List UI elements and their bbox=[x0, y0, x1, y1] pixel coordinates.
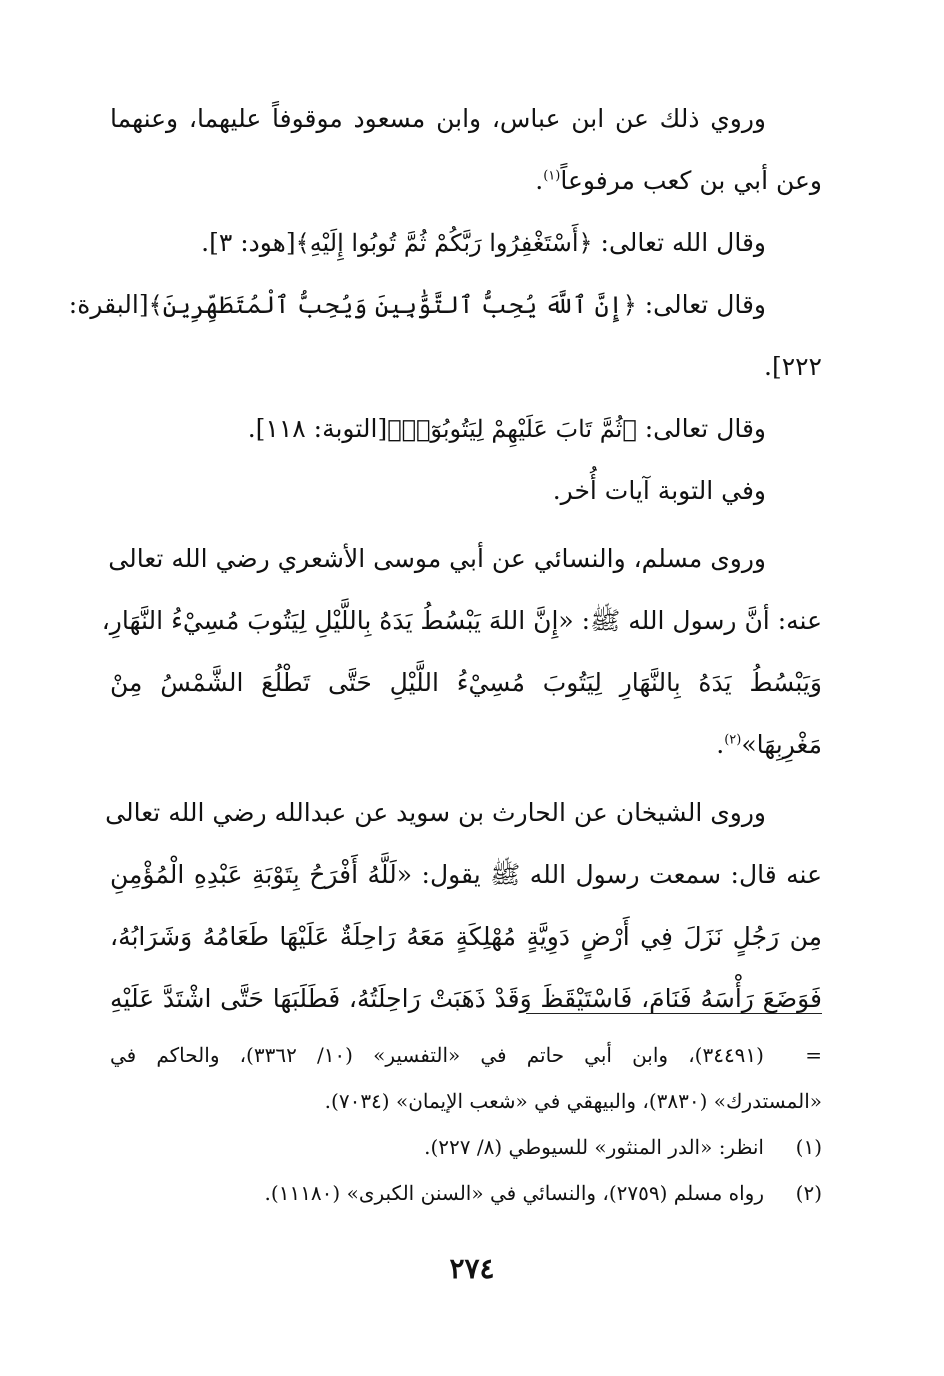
paragraph-3-line-4 bbox=[110, 714, 822, 776]
paragraph-4-line-3: مِن رَجُلٍ نَزَلَ فِي أَرْضٍ دَوِيَّةٍ مُهْلِكَةٍ مَعَهُ رَاحِلَةٌ عَلَيْهَا طَعَامُهُ وَشَرَابُهُ، bbox=[110, 922, 822, 951]
verse-3-ref: [التوبة: ١١٨]. bbox=[247, 414, 388, 443]
paragraph-2: وفي التوبة آيات أُخر. bbox=[552, 476, 766, 505]
footnote-continuation-line-1 bbox=[110, 1032, 822, 1078]
paragraph-3-line-4-text: مَغْرِبِهَا» bbox=[741, 730, 822, 759]
page-number: ٢٧٤ bbox=[449, 1252, 495, 1285]
footnote-1 bbox=[110, 1124, 822, 1170]
footnote-continuation-line-2: «المستدرك» (٣٨٣٠)، والبيهقي في «شعب الإيمان» (٧٠٣٤). bbox=[324, 1089, 822, 1113]
paragraph-1-line-2-end: . bbox=[535, 166, 544, 195]
verse-3-line bbox=[110, 398, 822, 460]
paragraph-1-line-1: وروي ذلك عن ابن عباس، وابن مسعود موقوفاً عليهما، وعنهما bbox=[110, 104, 766, 133]
footnote-continuation-text-1: (٣٤٤٩١)، وابن أبي حاتم في «التفسير» (١٠/ ٣٣٦٢)، والحاكم في bbox=[110, 1043, 764, 1067]
verse-1-ref: [هود: ٣]. bbox=[201, 228, 296, 257]
paragraph-3-line-2: عنه: أنَّ رسول الله ﷺ: «إِنَّ اللهَ يَبْسُطُ يَدَهُ بِاللَّيْلِ لِيَتُوبَ مُسِيْءُ النَّهَارِ، bbox=[101, 606, 822, 635]
paragraph-3-line-1: وروى مسلم، والنسائي عن أبي موسى الأشعري رضي الله تعالى bbox=[108, 544, 766, 573]
verse-2-ref: [البقرة: bbox=[68, 290, 149, 319]
verse-3-intro: وقال تعالى: bbox=[644, 414, 766, 443]
footnote-2-text: رواه مسلم (٢٧٥٩)، والنسائي في «السنن الكبرى» (١١١٨٠). bbox=[264, 1181, 764, 1205]
paragraph-1-line-2-text: وعن أبي بن كعب مرفوعاً bbox=[560, 166, 822, 195]
verse-1-text: ﴿أَسْتَغْفِرُوا رَبَّكُمْ ثُمَّ تُوبُوا إِلَيْهِ﴾ bbox=[295, 229, 593, 257]
verse-2-text: ﴿إِنَّ ٱللَّهَ يُحِبُّ ٱلتَّوَّٰبِينَ وَيُحِبُّ ٱلْمُتَطَهِّرِينَ﴾ bbox=[148, 291, 637, 319]
paragraph-4-line-2: عنه قال: سمعت رسول الله ﷺ يقول: «لَلَّهُ أَفْرَحُ بِتَوْبَةِ عَبْدِهِ الْمُؤْمِنِ bbox=[110, 860, 822, 889]
footnote-2-number: (٢) bbox=[795, 1181, 822, 1205]
verse-3-text: ﴿ثُمَّ تَابَ عَلَيْهِمْ لِيَتُوبُوٓا۟﴾ bbox=[387, 415, 637, 443]
verse-2-ref-end: ٢٢٢]. bbox=[764, 352, 822, 381]
footnote-1-number: (١) bbox=[795, 1135, 822, 1159]
footnote-continuation-mark: = bbox=[805, 1043, 822, 1067]
footnote-ref-2[interactable]: (٢) bbox=[724, 732, 742, 748]
footnote-divider bbox=[526, 1013, 822, 1014]
verse-1-line bbox=[110, 212, 822, 274]
footnote-2 bbox=[110, 1170, 822, 1216]
paragraph-1-line-2 bbox=[110, 150, 822, 212]
paragraph-3-line-4-end: . bbox=[716, 730, 725, 759]
footnotes bbox=[110, 1032, 822, 1216]
verse-2-intro: وقال تعالى: bbox=[644, 290, 766, 319]
paragraph-4-line-1: وروى الشيخان عن الحارث بن سويد عن عبدالله رضي الله تعالى bbox=[105, 798, 766, 827]
verse-1-intro: وقال الله تعالى: bbox=[600, 228, 766, 257]
paragraph-4-line-4: فَوَضَعَ رَأْسَهُ فَنَامَ، فَاسْتَيْقَظَ وَقَدْ ذَهَبَتْ رَاحِلَتُهُ، فَطَلَبَهَا حَتَّى اشْتَدَّ عَلَيْهِ bbox=[110, 984, 822, 1013]
verse-2-line bbox=[68, 274, 822, 336]
page-body bbox=[68, 88, 822, 1030]
footnote-1-text: انظر: «الدر المنثور» للسيوطي (٨/ ٢٢٧). bbox=[424, 1135, 764, 1159]
paragraph-3-line-3: وَيَبْسُطُ يَدَهُ بِالنَّهَارِ لِيَتُوبَ مُسِيْءُ اللَّيْلِ حَتَّى تَطْلُعَ الشَّمْسُ مِنْ bbox=[110, 668, 822, 697]
footnote-ref-1[interactable]: (١) bbox=[543, 168, 561, 184]
